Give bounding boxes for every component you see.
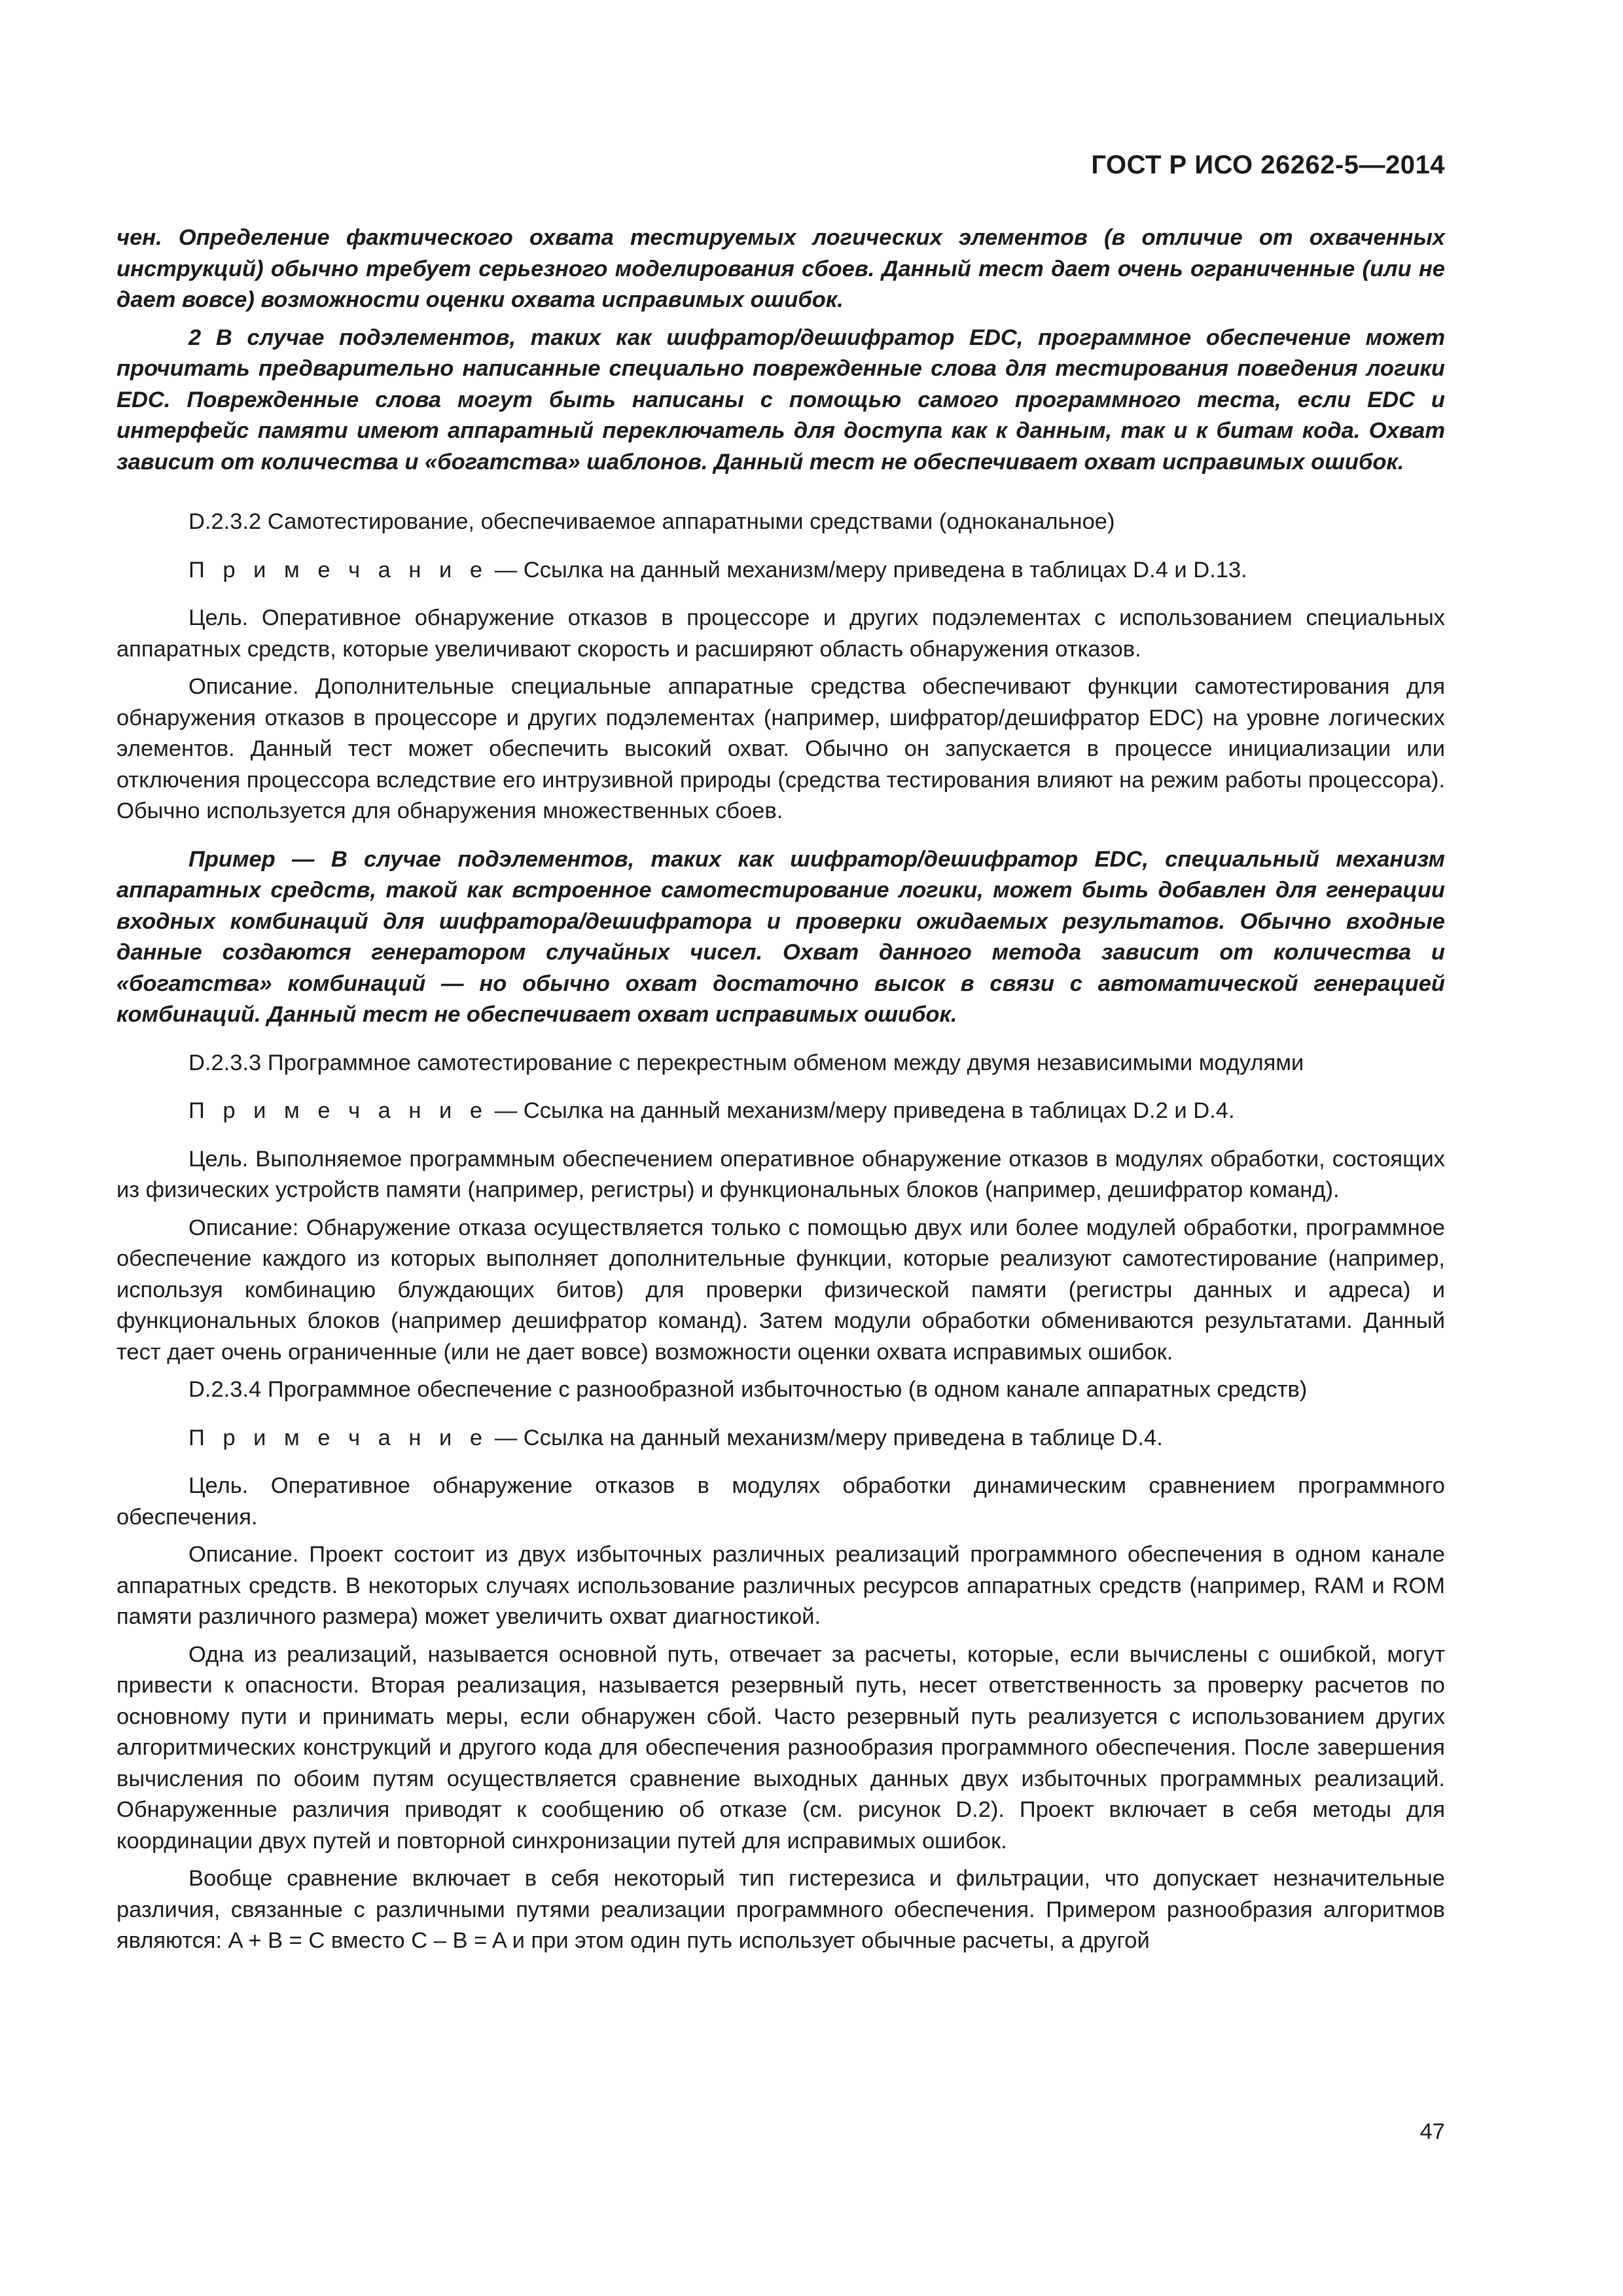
note-text: — Ссылка на данный механизм/меру приведена в таблицах D.4 и D.13. (488, 557, 1247, 583)
note-text: — Ссылка на данный механизм/меру приведена в таблице D.4. (488, 1425, 1163, 1450)
paragraph-note-2: 2 В случае подэлементов, таких как шифратор/дешифратор EDC, программное обеспечение может прочитать предварительно написанные специально поврежденные слова для тестирования поведения логики EDC. Поврежденные слова могут быть написаны с помощью самого программного теста, если EDC и интерфейс памяти имеют аппаратный переключатель для доступа как к данным, так и к битам кода. Охват зависит от количества и «богатства» шаблонов. Данный тест не обеспечивает охват исправимых ошибок. (116, 325, 1445, 475)
page-number: 47 (1419, 2119, 1445, 2144)
note-d232 (116, 555, 1445, 586)
note-label: П р и м е ч а н и е (188, 557, 489, 583)
paragraph-goal-d232: Цель. Оперативное обнаружение отказов в процессоре и других подэлементах с использованием специальных аппаратных средств, которые увеличивают скорость и расширяют область обнаружения отказов. (116, 605, 1445, 662)
paragraph-goal-d233: Цель. Выполняемое программным обеспечением оперативное обнаружение отказов в модулях обработки, состоящих из физических устройств памяти (например, регистры) и функциональных блоков (например, дешифратор команд). (116, 1146, 1445, 1202)
note-d233 (116, 1096, 1445, 1127)
paragraph-description-d234: Описание. Проект состоит из двух избыточных различных реализаций программного обеспечения в одном канале аппаратных средств. В некоторых случаях использование различных ресурсов аппаратных средств (например, RAM и ROM памяти различного размера) может увеличить охват диагностикой. (116, 1542, 1445, 1629)
section-heading-d233: D.2.3.3 Программное самотестирование с перекрестным обменом между двумя независимыми модулями (188, 1050, 1304, 1075)
note-d234 (116, 1423, 1445, 1454)
paragraph-continuation: чен. Определение фактического охвата тестируемых логических элементов (в отличие от охваченных инструкций) обычно требует серьезного моделирования сбоев. Данный тест дает очень ограниченные (или не дает вовсе) возможности оценки охвата исправимых ошибок. (116, 225, 1445, 312)
paragraph-example-d232: Пример — В случае подэлементов, таких как шифратор/дешифратор EDC, специальный механизм аппаратных средств, такой как встроенное самотестирование логики, может быть добавлен для генерации входных комбинаций для шифратора/дешифратора и проверки ожидаемых результатов. Обычно входные данные создаются генератором случайных чисел. Охват данного метода зависит от количества и «богатства» комбинаций — но обычно охват достаточно высок в связи с автоматической генерацией комбинаций. Данный тест не обеспечивает охват исправимых ошибок. (116, 846, 1445, 1027)
paragraph-description-d232: Описание. Дополнительные специальные аппаратные средства обеспечивают функции самотестирования для обнаружения отказов в процессоре и других подэлементах (например, шифратор/дешифратор EDC) на уровне логических элементов. Данный тест может обеспечить высокий охват. Обычно он запускается в процессе инициализации или отключения процессора вследствие его интрузивной природы (средства тестирования влияют на режим работы процессора). Обычно используется для обнаружения множественных сбоев. (116, 674, 1445, 823)
document-page (116, 151, 1445, 2271)
document-body (116, 223, 1445, 1957)
document-header: ГОСТ Р ИСО 26262-5—2014 (1091, 151, 1445, 179)
note-label: П р и м е ч а н и е (188, 1425, 489, 1450)
paragraph-main-path: Одна из реализаций, называется основной путь, отвечает за расчеты, которые, если вычислены с ошибкой, могут привести к опасности. Вторая реализация, называется резервный путь, несет ответственность за проверку расчетов по основному пути и принимать меры, если обнаружен сбой. Часто резервный путь реализуется с использованием других алгоритмических конструкций и другого кода для обеспечения разнообразия программного обеспечения. После завершения вычисления по обоим путям осуществляется сравнение выходных данных двух избыточных программных реализаций. Обнаруженные различия приводят к сообщению об отказе (см. рисунок D.2). Проект включает в себя методы для координации двух путей и повторной синхронизации путей для исправимых ошибок. (116, 1641, 1445, 1854)
section-heading-d232: D.2.3.2 Самотестирование, обеспечиваемое аппаратными средствами (одноканальное) (188, 509, 1115, 534)
section-heading-d234: D.2.3.4 Программное обеспечение с разнообразной избыточностью (в одном канале аппаратных средств) (188, 1377, 1308, 1402)
paragraph-comparison: Вообще сравнение включает в себя некоторый тип гистерезиса и фильтрации, что допускает незначительные различия, связанные с различными путями реализации программного обеспечения. Примером разнообразия алгоритмов являются: A + B = C вместо C – B = A и при этом один путь использует обычные расчеты, а другой (116, 1866, 1445, 1953)
note-label: П р и м е ч а н и е (188, 1098, 489, 1123)
note-text: — Ссылка на данный механизм/меру приведена в таблицах D.2 и D.4. (488, 1098, 1235, 1123)
paragraph-description-d233: Описание: Обнаружение отказа осуществляется только с помощью двух или более модулей обработки, программное обеспечение каждого из которых выполняет дополнительные функции, которые реализуют самотестирование (например, используя комбинацию блуждающих битов) для проверки физической памяти (регистры данных и адреса) и функциональных блоков (например дешифратор команд). Затем модули обработки обмениваются результатами. Данный тест дает очень ограниченные (или не дает вовсе) возможности оценки охвата исправимых ошибок. (116, 1215, 1445, 1365)
paragraph-goal-d234: Цель. Оперативное обнаружение отказов в модулях обработки динамическим сравнением программного обеспечения. (116, 1473, 1445, 1530)
